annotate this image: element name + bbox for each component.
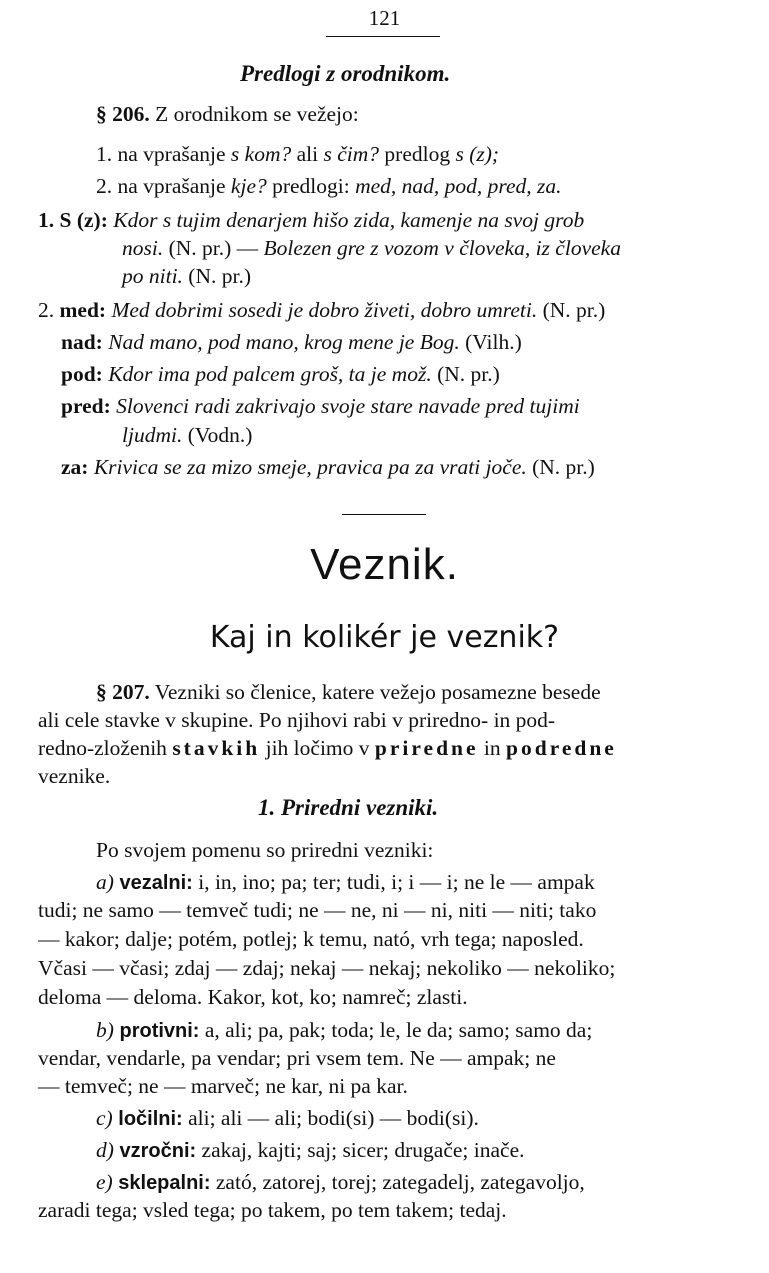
item-b-line-3: — temveč; ne — marveč; ne kar, ni pa kar. xyxy=(38,1074,408,1098)
example-za: za: Krivica se za mizo smeje, pravica pa za vrati joče. (N. pr.) xyxy=(61,455,595,479)
item-a-line-5: deloma — deloma. Kakor, kot, ko; namreč; zlasti. xyxy=(38,985,468,1009)
chapter-subtitle: Kaj in kolikér je veznik? xyxy=(209,620,560,655)
example-pred-line-1: pred: Slovenci radi zakrivajo svoje stare navade pred tujimi xyxy=(61,394,580,418)
item-a-line-2: tudi; ne samo — temveč tudi; ne — ne, ni — ni, niti — niti; tako xyxy=(38,898,597,922)
paragraph-207-line-3: redno-zloženih stavkih jih ločimo v priredne in podredne xyxy=(38,736,617,760)
item-a-line-4: Včasi — včasi; zdaj — zdaj; nekaj — nekaj; nekoliko — nekoliko; xyxy=(38,956,616,980)
item-c: c) ločilni: ali; ali — ali; bodi(si) — bodi(si). xyxy=(96,1106,479,1130)
section-heading: Predlogi z orodnikom. xyxy=(240,61,451,86)
chapter-title: Veznik. xyxy=(310,540,459,589)
rule-line-2: 2. na vprašanje kje? predlogi: med, nad, pod, pred, za. xyxy=(96,174,562,198)
item-a-line-1: a) vezalni: i, in, ino; pa; ter; tudi, i; i — i; ne le — ampak xyxy=(96,870,595,894)
section-number: § 206. xyxy=(96,102,150,126)
example-nad: nad: Nad mano, pod mano, krog mene je Bog. (Vilh.) xyxy=(61,330,522,354)
paragraph-207-line-1: § 207. Vezniki so členice, katere vežejo posamezne besede xyxy=(96,680,601,704)
example-med: 2. med: Med dobrimi sosedi je dobro živeti, dobro umreti. (N. pr.) xyxy=(38,298,606,322)
section-number: § 207. xyxy=(96,680,150,704)
example-s-line-2: nosi. (N. pr.) — Bolezen gre z vozom v človeka, iz človeka xyxy=(122,236,621,260)
example-s-line-1: 1. S (z): Kdor s tujim denarjem hišo zida, kamenje na svoj grob xyxy=(38,208,585,232)
item-a-line-3: — kakor; dalje; potém, potlej; k temu, nató, vrh tega; naposled. xyxy=(38,927,584,951)
item-e-line-2: zaradi tega; vsled tega; po takem, po tem takem; tedaj. xyxy=(38,1198,507,1222)
paragraph-206-intro: § 206. Z orodnikom se vežejo: xyxy=(96,102,359,126)
item-d: d) vzročni: zakaj, kajti; saj; sicer; drugače; inače. xyxy=(96,1138,525,1162)
body-intro: Po svojem pomenu so priredni vezniki: xyxy=(96,838,434,862)
section-divider xyxy=(342,514,426,515)
page-number: 121 xyxy=(368,6,401,30)
example-s-line-3: po niti. (N. pr.) xyxy=(122,264,251,288)
item-b-line-2: vendar, vendarle, pa vendar; pri vsem tem. Ne — ampak; ne xyxy=(38,1046,556,1070)
example-pod: pod: Kdor ima pod palcem groš, ta je mož. (N. pr.) xyxy=(61,362,500,386)
subsection-heading: 1. Priredni vezniki. xyxy=(258,795,439,820)
rule-line-1: 1. na vprašanje s kom? ali s čim? predlog s (z); xyxy=(96,142,500,166)
item-b-line-1: b) protivni: a, ali; pa, pak; toda; le, le da; samo; samo da; xyxy=(96,1018,593,1042)
item-e-line-1: e) sklepalni: zató, zatorej, torej; zategadelj, zategavoljo, xyxy=(96,1170,585,1194)
example-pred-line-2: ljudmi. (Vodn.) xyxy=(122,423,253,447)
paragraph-207-line-4: veznike. xyxy=(38,764,111,788)
paragraph-207-line-2: ali cele stavke v skupine. Po njihovi rabi v priredno- in pod- xyxy=(38,708,556,732)
header-rule xyxy=(326,36,440,37)
